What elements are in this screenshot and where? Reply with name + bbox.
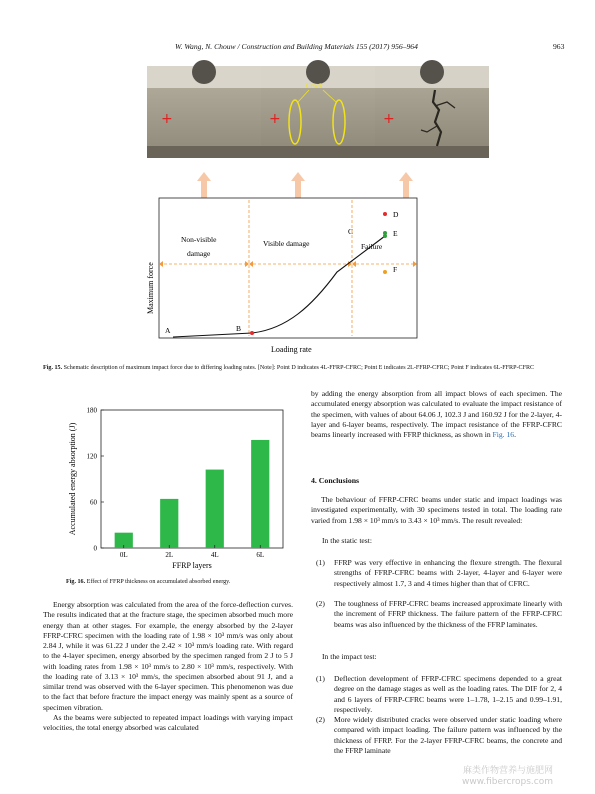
beam-photo-undamaged [147, 66, 261, 158]
svg-text:+: + [383, 111, 395, 127]
fig15-caption [43, 364, 553, 372]
bar-6L [251, 440, 269, 548]
fig16-caption-text: Effect of FFRP thickness on accumulated absorbed energy. [85, 579, 231, 585]
y-axis-label: Accumulated energy absorption (J) [68, 422, 77, 536]
paragraph-repeated-impact: As the beams were subjected to repeated impact loadings with varying impact velocities, the total energy absorbed was calculated [43, 712, 293, 732]
impact-test-heading: In the impact test: [322, 652, 377, 661]
point-b [250, 331, 254, 335]
left-column-body [43, 600, 293, 733]
point-d [383, 212, 387, 216]
right-column-continued [311, 389, 562, 440]
watermark-line-1: 麻类作物营养与施肥网 [462, 766, 553, 776]
list-number: (1) [316, 674, 325, 683]
beam-photo-cracked [261, 66, 375, 158]
page-number: 963 [553, 42, 565, 51]
region-label-nonvisible: Non-visible [181, 235, 217, 244]
y-tick-label: 120 [86, 452, 97, 461]
list-number: (1) [316, 558, 325, 567]
list-text: The toughness of FFRP-CFRC beams increased approximate linearly with the increment of FFRP thickness. The failure pattern of the FFRP-CFRC beams was also influenced by the thickness of the FFRP laminates. [334, 599, 562, 629]
impact-item-2 [316, 715, 562, 756]
list-number: (2) [316, 715, 325, 724]
watermark-line-2: www.fibercrops.com [462, 777, 553, 787]
section-title-conclusions: 4. Conclusions [311, 476, 360, 485]
svg-text:+: + [161, 111, 173, 127]
static-item-1 [316, 558, 562, 589]
site-watermark [462, 766, 553, 788]
bar-2L [160, 499, 178, 548]
bar-chart-energy [43, 398, 293, 570]
list-number: (2) [316, 599, 325, 608]
crack-label: Crack [306, 82, 323, 90]
y-tick-label: 60 [90, 498, 97, 507]
x-tick-label: 2L [165, 551, 174, 559]
y-tick-label: 180 [86, 406, 97, 415]
paragraph-accumulated-energy [311, 389, 562, 440]
point-label-c: C [348, 227, 354, 236]
impact-item-1 [316, 674, 562, 715]
x-tick-label: 4L [210, 551, 219, 559]
fig15-caption-text: Schematic description of maximum impact force due to differing loading rates. [Note]: Point D indicates 4L-FFRP-CFRC; Point E indicates 2L-FFRP-CFRC; Point F indicates 6L-FFRP-CFRC [62, 365, 535, 371]
paragraph-energy-absorption: Energy absorption was calculated from the area of the force-deflection curves. The results indicated that at the fracture stage, the specimen absorbed much more energy than at other stages. For example, the energy absorbed by the 2-layer FFRP-CFRC specimen with the loading rate of 1.98 × 10³ mm/s was only about 2.84 J, while it was 61.22 J under the 2.42 × 10³ mm/s loading rate. With regard to the 4-layer specimen, energy absorbed by the specimen ranged from 2 J to 5 J with loading rates from 1.98 × 10³ mm/s to 2.80 × 10³ mm/s, respectively. With the loading rate of 3.13 × 10³ mm/s, the specimen absorbed about 91 J, and a similar trend was observed with the 6-layer specimen. This phenomenon was due to the fact that before fracture the impact energy was mainly spent as a source of specimen vibration. [43, 600, 293, 712]
static-test-heading: In the static test: [322, 536, 372, 545]
list-text: FFRP was very effective in enhancing the flexure strength. The flexural strengths of FFRP-CFRC beams with 2-layer, 4-layer and 6-layer were respectively almost 1.7, 3 and 4 times higher than that of CFRC. [334, 558, 562, 588]
point-label-e: E [393, 229, 398, 238]
beam-photo-failed [375, 66, 489, 158]
point-label-b: B [236, 324, 242, 333]
point-label-d: D [393, 210, 399, 219]
running-title: W. Wang, N. Chouw / Construction and Building Materials 155 (2017) 956–964 [175, 42, 418, 51]
fig16-caption-label: Fig. 16. [66, 579, 86, 585]
running-header [0, 42, 595, 56]
fig16-caption [66, 578, 296, 586]
paragraph-conclusions-intro: The behaviour of FFRP-CFRC beams under static and impact loadings was investigated experimentally, with 30 specimens tested in total. The loading rate varied from 1.98 × 10³ mm/s to 3.43 × 10³ mm/s. The result revealed: [311, 495, 562, 525]
schematic-force-diagram [147, 196, 453, 358]
list-text: More widely distributed cracks were observed under static loading where compared with impact loading. The failure pattern was influenced by the thickness of FFRP. For the 2-layer FFRP-CFRC beams, the concrete and the FFRP laminate [334, 715, 562, 755]
x-axis-label: FFRP layers [172, 561, 212, 570]
paragraph-end-period: . [514, 430, 516, 439]
paragraph-accumulated-energy-text: by adding the energy absorption from all impact blows of each specimen. The accumulated energy absorption was calculated to evaluate the impact resistance of the specimen, with values of about 64.06 J, 102.3 J and 160.92 J for the 2-layer, 4-layer and 6-layer beams, respectively. The impact resistance of the FFRP-CFRC beams linearly increased with FFRP thickness, as shown in [311, 389, 562, 439]
region-label-failure: Failure [361, 242, 383, 251]
diagram-frame [159, 198, 417, 338]
point-f [383, 270, 387, 274]
fig16-link[interactable]: Fig. 16 [492, 430, 515, 439]
region-label-visible: Visible damage [263, 239, 310, 248]
point-label-a: A [165, 326, 171, 335]
list-text: Deflection development of FFRP-CFRC specimens depended to a great degree on the damage stages as well as the loading rates. The DIF for 2, 4 and 6 layers of FFRP-CFRC beams were 1–1.78, 1–2.15 and 0.99–1.91, respectively. [334, 674, 562, 714]
x-tick-label: 0L [119, 551, 128, 559]
point-e [383, 231, 387, 235]
x-axis-label: Loading rate [271, 345, 312, 354]
static-item-2 [316, 599, 562, 630]
bar-4L [206, 470, 224, 548]
point-label-f: F [393, 265, 398, 274]
fig15-caption-label: Fig. 15. [43, 365, 63, 371]
y-axis-label: Maximum force [146, 262, 155, 314]
y-tick-label: 0 [93, 544, 97, 553]
svg-text:+: + [269, 111, 281, 127]
conclusions-intro [311, 495, 562, 526]
x-tick-label: 6L [256, 551, 265, 559]
region-label-damage: damage [187, 249, 211, 258]
